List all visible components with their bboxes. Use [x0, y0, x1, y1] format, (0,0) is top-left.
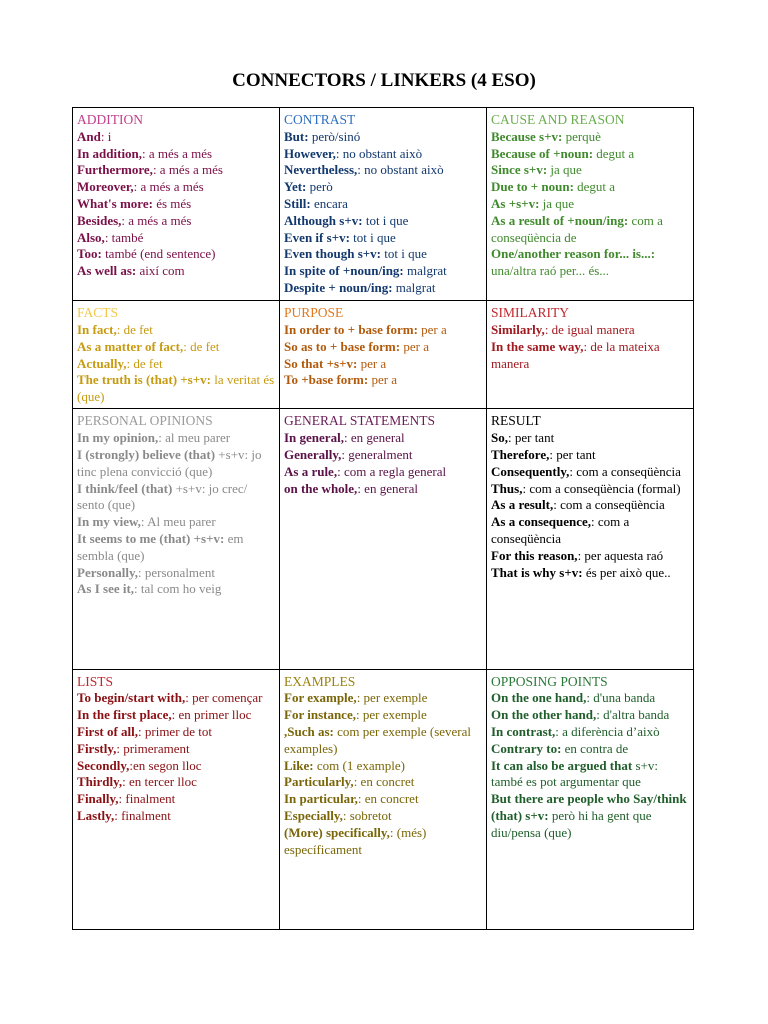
cell-facts: [73, 301, 280, 409]
connector-translation: : primerament: [116, 740, 190, 756]
connector-item: [284, 196, 483, 213]
cell-heading: EXAMPLES: [284, 673, 356, 689]
connector-term: Actually,: [77, 355, 127, 371]
connector-item: [491, 690, 690, 707]
connector-translation: : per exemple: [355, 707, 427, 723]
connector-translation: : per tant: [549, 446, 596, 462]
connector-item: [491, 791, 690, 841]
connector-term: As a result of +noun/ing:: [491, 212, 629, 228]
connector-term: In particular,: [284, 791, 358, 807]
connector-term: To +base form:: [284, 372, 369, 388]
connector-translation: : (més) específicament: [284, 824, 427, 857]
connector-item: [284, 372, 483, 389]
connector-translation: és per això que..: [582, 564, 671, 580]
connector-item: [284, 481, 483, 498]
connector-item: [491, 246, 690, 280]
connector-item: [284, 213, 483, 230]
connector-item: [284, 690, 483, 707]
connector-term: Still:: [284, 195, 311, 211]
connector-translation: em sembla (que): [77, 530, 244, 563]
cell-heading: PERSONAL OPINIONS: [77, 413, 213, 429]
connector-term: Finally,: [77, 791, 119, 807]
connector-term: Secondly,: [77, 757, 130, 773]
connector-item: [77, 690, 276, 707]
connector-term: As +s+v:: [491, 195, 540, 211]
connector-term: Especially,: [284, 808, 343, 824]
connector-item: [491, 514, 690, 548]
connector-item: [77, 808, 276, 825]
connector-item: [284, 758, 483, 775]
connector-term: So that +s+v:: [284, 355, 358, 371]
connector-term: As a consequence,: [491, 514, 592, 530]
cell-heading: PURPOSE: [284, 305, 344, 321]
connector-item: [284, 791, 483, 808]
connector-item: [284, 707, 483, 724]
connector-term: Generally,: [284, 446, 342, 462]
connector-item: [491, 339, 690, 373]
connector-term: Due to + noun:: [491, 179, 574, 195]
connector-translation: : a més a més: [121, 212, 192, 228]
connector-item: [284, 464, 483, 481]
connector-translation: : tal com ho veig: [134, 581, 222, 597]
connector-item: [77, 741, 276, 758]
cell-purpose: [280, 301, 487, 409]
connector-translation: : com a conseqüència: [491, 514, 630, 546]
connector-translation: : en concret: [353, 774, 415, 790]
connector-translation: és més: [152, 195, 192, 211]
connector-item: [77, 791, 276, 808]
connector-translation: ja que: [539, 195, 575, 211]
connector-term: In addition,: [77, 145, 143, 161]
cell-heading: OPPOSING POINTS: [491, 673, 608, 689]
connector-item: [284, 774, 483, 791]
connector-item: [284, 263, 483, 280]
connector-translation: +s+v: jo tinc plena convicció (que): [77, 446, 262, 479]
connector-item: [284, 129, 483, 146]
table-row: [73, 301, 694, 409]
connector-term: I think/feel (that): [77, 480, 173, 496]
connector-term: Although s+v:: [284, 212, 363, 228]
connector-item: [491, 481, 690, 498]
connector-item: [77, 758, 276, 775]
connector-term: As I see it,: [77, 581, 135, 597]
connector-term: Consequently,: [491, 463, 570, 479]
connector-term: Similarly,: [491, 322, 545, 338]
cell-heading: SIMILARITY: [491, 305, 569, 321]
connector-term: Firstly,: [77, 740, 117, 756]
connector-item: [491, 196, 690, 213]
connector-translation: ja que: [547, 162, 582, 178]
connector-item: [491, 322, 690, 339]
connector-translation: perquè: [562, 128, 601, 144]
connector-term: Because of +noun:: [491, 145, 594, 161]
connector-translation: : en general: [343, 430, 405, 446]
connector-term: Even though s+v:: [284, 246, 381, 262]
connector-item: [491, 548, 690, 565]
connector-item: [284, 280, 483, 297]
cell-heading: CONTRAST: [284, 112, 356, 127]
connector-item: [491, 464, 690, 481]
connector-term: But:: [284, 128, 309, 144]
connector-item: [77, 447, 276, 481]
connector-term: For this reason,: [491, 547, 578, 563]
connector-term: What's more:: [77, 195, 153, 211]
connector-item: [491, 162, 690, 179]
cell-heading: ADDITION: [77, 112, 143, 127]
connector-translation: : en concret: [357, 791, 419, 807]
connector-translation: : per exemple: [356, 690, 428, 706]
connector-translation: : d'altra banda: [596, 707, 670, 723]
connector-translation: : en general: [357, 480, 418, 496]
connector-term: However,: [284, 145, 336, 161]
connector-term: Thirdly,: [77, 774, 123, 790]
connector-item: [284, 430, 483, 447]
connector-translation: +s+v: jo crec/ sento (que): [77, 480, 248, 513]
connector-term: Like:: [284, 757, 314, 773]
connector-translation: : com a conseqüència: [569, 463, 681, 479]
connector-translation: : per aquesta raó: [577, 547, 664, 563]
connector-translation: tot i que: [381, 246, 427, 262]
connector-term: In fact,: [77, 322, 117, 338]
connector-translation: : també: [104, 229, 144, 245]
connector-translation: en contra de: [561, 740, 629, 756]
cell-heading: CAUSE AND REASON: [491, 112, 625, 127]
connector-item: [77, 774, 276, 791]
connector-item: [77, 707, 276, 724]
connector-item: [491, 129, 690, 146]
connector-term: As a result,: [491, 497, 554, 513]
connector-term: (More) specifically,: [284, 824, 390, 840]
connector-translation: s+v: també es pot argumentar que: [491, 757, 658, 790]
connector-translation: : a més a més: [152, 162, 223, 178]
connector-term: Despite + noun/ing:: [284, 279, 393, 295]
connector-item: [284, 808, 483, 825]
connector-item: [77, 581, 276, 598]
connector-term: On the other hand,: [491, 707, 597, 723]
connector-term: Personally,: [77, 564, 139, 580]
connector-item: [491, 724, 690, 741]
connector-translation: però hi ha gent que diu/pensa (que): [491, 808, 652, 840]
connector-translation: :en segon lloc: [129, 757, 202, 773]
connector-translation: : al meu parer: [158, 430, 231, 446]
table-row: [73, 669, 694, 929]
connector-term: Since s+v:: [491, 162, 548, 178]
connector-term: In my opinion,: [77, 430, 159, 446]
connector-term: In the same way,: [491, 338, 584, 354]
cell-general-statements: [280, 409, 487, 669]
connector-translation: : com a conseqüència (formal): [522, 480, 681, 496]
connector-item: [491, 707, 690, 724]
cell-heading: GENERAL STATEMENTS: [284, 413, 436, 429]
connector-item: [491, 497, 690, 514]
connector-item: [77, 179, 276, 196]
connector-term: In my view,: [77, 514, 141, 530]
connector-term: So,: [491, 430, 508, 446]
connector-item: [284, 322, 483, 339]
connector-item: [77, 263, 276, 280]
connector-term: It seems to me (that) +s+v:: [77, 530, 225, 546]
connector-term: Particularly,: [284, 774, 354, 790]
connector-item: [77, 230, 276, 247]
connector-translation: : finalment: [114, 808, 171, 824]
connector-translation: : de fet: [126, 355, 163, 371]
connector-translation: : per tant: [507, 430, 555, 446]
connector-item: [77, 322, 276, 339]
connector-term: Moreover,: [77, 179, 134, 195]
connector-translation: : en tercer lloc: [122, 774, 197, 790]
connector-item: [491, 213, 690, 247]
connector-term: That is why s+v:: [491, 564, 583, 580]
connector-term: In the first place,: [77, 707, 172, 723]
cell-heading: LISTS: [77, 673, 114, 689]
cell-personal-opinions: [73, 409, 280, 669]
cell-result: [487, 409, 694, 669]
connector-translation: com per exemple (several examples): [284, 724, 472, 756]
connector-term: Thus,: [491, 480, 523, 496]
connector-term: ,Such as:: [284, 724, 334, 740]
connector-item: [77, 162, 276, 179]
connector-item: [77, 514, 276, 531]
connector-translation: : a diferència d’això: [555, 724, 660, 740]
cell-lists: [73, 669, 280, 929]
connector-term: Even if s+v:: [284, 229, 350, 245]
connector-term: on the whole,: [284, 480, 358, 496]
connector-term: One/another reason for... is...:: [491, 246, 656, 262]
connector-translation: per a: [357, 355, 387, 371]
connector-item: [77, 724, 276, 741]
connector-item: [77, 213, 276, 230]
connector-term: Therefore,: [491, 446, 550, 462]
connector-translation: així com: [136, 263, 185, 279]
connector-term: Lastly,: [77, 808, 115, 824]
cell-opposing-points: [487, 669, 694, 929]
connector-item: [77, 430, 276, 447]
connector-item: [491, 758, 690, 792]
connector-item: [284, 179, 483, 196]
connector-item: [77, 481, 276, 515]
connector-term: Yet:: [284, 179, 307, 195]
connector-translation: : per començar: [185, 690, 263, 706]
connector-item: [77, 356, 276, 373]
connector-term: As well as:: [77, 263, 137, 279]
connector-translation: per a: [417, 322, 447, 338]
connector-translation: encara: [310, 195, 348, 211]
connector-item: [284, 825, 483, 859]
connector-translation: per a: [368, 372, 398, 388]
connector-term: To begin/start with,: [77, 690, 186, 706]
connector-translation: : d'una banda: [586, 690, 656, 706]
connectors-table: [72, 107, 694, 930]
cell-heading: RESULT: [491, 413, 541, 429]
connector-item: [284, 146, 483, 163]
connector-item: [491, 179, 690, 196]
table-row: [73, 108, 694, 301]
connector-translation: : com a regla general: [337, 463, 447, 479]
connector-translation: : en primer lloc: [171, 707, 252, 723]
connector-translation: : a més a més: [133, 179, 204, 195]
connector-term: Besides,: [77, 212, 122, 228]
connector-term: Also,: [77, 229, 105, 245]
connector-term: But there are people who Say/think (that) s+v:: [491, 791, 687, 824]
connector-translation: degut a: [593, 145, 635, 161]
connector-item: [77, 246, 276, 263]
cell-heading: FACTS: [77, 305, 119, 321]
connector-translation: però/sinó: [308, 128, 361, 144]
connector-item: [77, 129, 276, 146]
connector-translation: : primer de tot: [138, 724, 213, 740]
page-title: CONNECTORS / LINKERS (4 ESO): [232, 70, 536, 91]
connector-translation: tot i que: [349, 229, 396, 245]
connector-translation: per a: [400, 338, 429, 354]
connector-translation: : a més a més: [142, 145, 213, 161]
connector-term: So as to + base form:: [284, 338, 401, 354]
connector-translation: : de la mateixa manera: [491, 338, 660, 371]
cell-cause-and-reason: [487, 108, 694, 301]
connector-item: [284, 162, 483, 179]
connector-item: [77, 196, 276, 213]
connector-translation: la veritat és (que): [77, 372, 275, 405]
connector-item: [77, 531, 276, 565]
connector-item: [491, 430, 690, 447]
connector-item: [77, 565, 276, 582]
connector-term: Because s+v:: [491, 128, 563, 144]
connector-term: On the one hand,: [491, 690, 587, 706]
connector-translation: degut a: [573, 179, 616, 195]
connector-translation: : no obstant això: [357, 162, 444, 178]
table-row: [73, 409, 694, 669]
connector-item: [284, 339, 483, 356]
connector-term: In spite of +noun/ing:: [284, 263, 404, 279]
connector-translation: : Al meu parer: [140, 514, 216, 530]
cell-examples: [280, 669, 487, 929]
connector-translation: : generalment: [341, 446, 413, 462]
connector-term: I (strongly) believe (that): [77, 446, 216, 462]
connector-item: [284, 447, 483, 464]
connector-term: For example,: [284, 690, 357, 706]
connector-item: [284, 246, 483, 263]
connector-item: [491, 565, 690, 582]
connector-item: [77, 146, 276, 163]
connector-translation: com (1 example): [313, 757, 405, 773]
connector-item: [284, 356, 483, 373]
connector-term: In contrast,: [491, 724, 556, 740]
connector-translation: : com a conseqüència: [553, 497, 665, 513]
connector-translation: una/altra raó per... és...: [491, 263, 610, 279]
connector-term: As a matter of fact,: [77, 338, 184, 354]
connector-item: [284, 230, 483, 247]
connector-translation: però: [306, 179, 333, 195]
connector-item: [491, 741, 690, 758]
connector-term: For instance,: [284, 707, 356, 723]
connector-term: The truth is (that) +s+v:: [77, 372, 211, 388]
connector-translation: malgrat: [392, 279, 436, 295]
connector-translation: : personalment: [138, 564, 215, 580]
cell-similarity: [487, 301, 694, 409]
connector-term: Nevertheless,: [284, 162, 358, 178]
cell-addition: [73, 108, 280, 301]
connector-translation: com a conseqüència de: [491, 212, 663, 245]
connector-item: [491, 146, 690, 163]
connector-translation: : no obstant això: [335, 145, 423, 161]
connector-term: In general,: [284, 430, 344, 446]
connector-item: [77, 339, 276, 356]
connector-translation: : de fet: [183, 338, 220, 354]
connector-item: [284, 724, 483, 758]
cell-contrast: [280, 108, 487, 301]
connector-translation: també (end sentence): [101, 246, 216, 262]
connector-term: Contrary to:: [491, 740, 562, 756]
connector-translation: : sobretot: [342, 808, 392, 824]
connector-term: Furthermore,: [77, 162, 153, 178]
connector-term: It can also be argued that: [491, 757, 633, 773]
connector-translation: : finalment: [118, 791, 176, 807]
connector-translation: : de fet: [116, 322, 153, 338]
connector-term: First of all,: [77, 724, 139, 740]
connector-term: In order to + base form:: [284, 322, 418, 338]
connector-term: And: [77, 128, 101, 144]
connector-term: Too:: [77, 246, 102, 262]
connector-translation: malgrat: [403, 263, 447, 279]
connector-item: [491, 447, 690, 464]
connector-translation: : de igual manera: [544, 322, 635, 338]
connector-translation: tot i que: [362, 212, 409, 228]
connector-item: [77, 372, 276, 406]
connector-term: As a rule,: [284, 463, 338, 479]
connector-translation: : i: [100, 128, 112, 144]
